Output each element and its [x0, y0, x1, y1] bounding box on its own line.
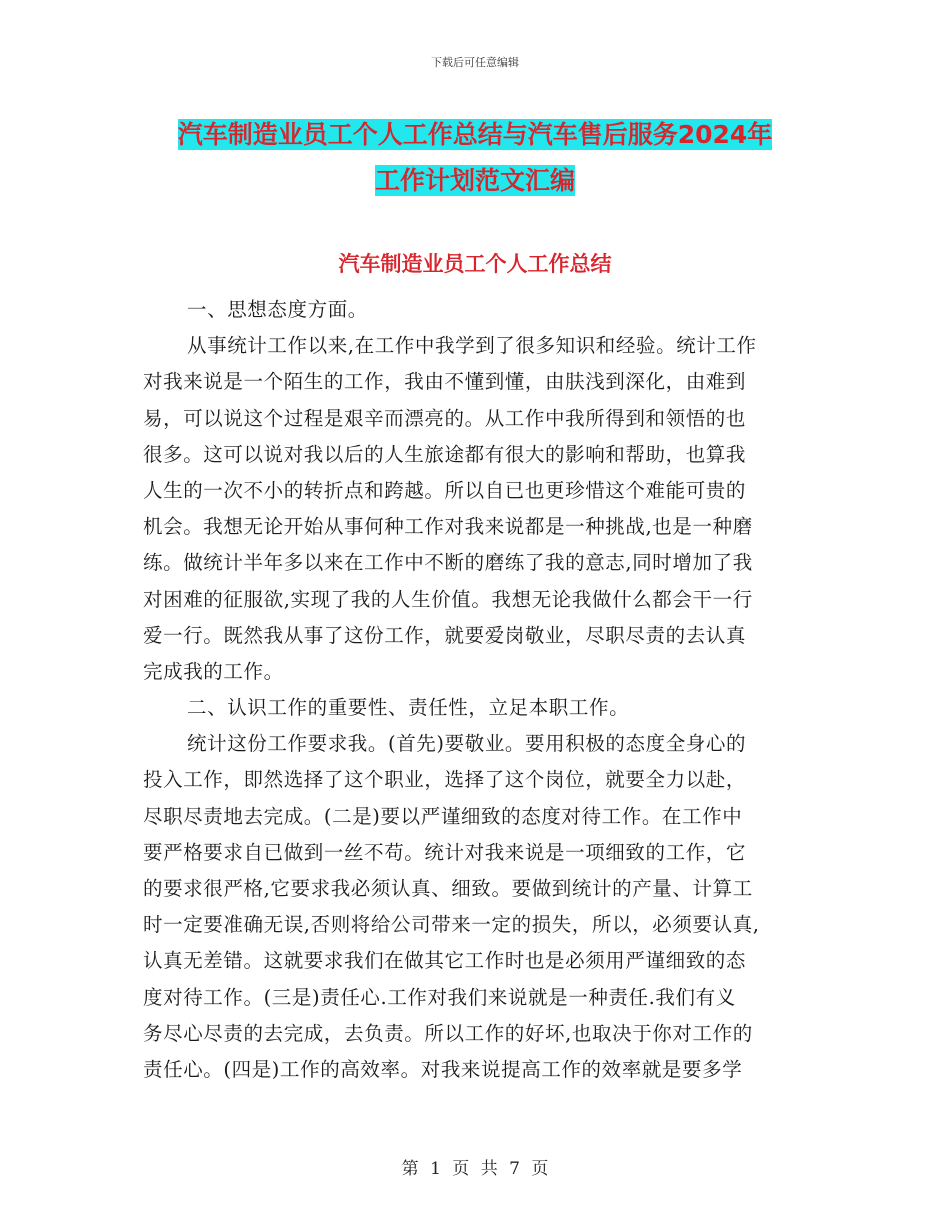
- paragraph-line: 爱一行。既然我从事了这份工作，就要爱岗敬业，尽职尽责的去认真: [143, 623, 747, 647]
- body-text: [143, 292, 807, 1088]
- paragraph-line: 务尽心尽责的去完成，去负责。所以工作的好坏,也取决于你对工作的: [143, 1021, 753, 1045]
- paragraph-line: 对困难的征服欲,实现了我的人生价值。我想无论我做什么都会干一行: [143, 587, 753, 611]
- paragraph-line: 易，可以说这个过程是艰辛而漂亮的。从工作中我所得到和领悟的也: [143, 406, 747, 430]
- paragraph-line: 时一定要准确无误,否则将给公司带来一定的损失，所以，必须要认真,: [143, 913, 760, 937]
- paragraph-line: 人生的一次不小的转折点和跨越。所以自已也更珍惜这个难能可贵的: [143, 478, 747, 502]
- paragraph-line: 度对待工作。(三是)责任心.工作对我们来说就是一种责任.我们有义: [143, 985, 736, 1009]
- section-title: 汽车制造业员工个人工作总结: [338, 252, 612, 276]
- document-title-line-2: 工作计划范文汇编: [374, 166, 575, 195]
- paragraph-line: 要严格要求自已做到一丝不苟。统计对我来说是一项细致的工作，它: [143, 840, 747, 864]
- paragraph-line: 完成我的工作。: [143, 659, 284, 683]
- header-note: 下载后可任意编辑: [431, 56, 519, 69]
- page-number-footer: 第 1 页 共 7 页: [401, 1159, 549, 1179]
- heading-thinking-attitude: 一、思想态度方面。: [187, 298, 368, 321]
- paragraph-line: 练。做统计半年多以来在工作中不断的磨练了我的意志,同时增加了我: [143, 551, 753, 575]
- paragraph-line: 从事统计工作以来,在工作中我学到了很多知识和经验。统计工作: [187, 334, 757, 358]
- paragraph-line: 很多。这可以说对我以后的人生旅途都有很大的影响和帮助，也算我: [143, 442, 747, 466]
- paragraph-line: 统计这份工作要求我。(首先)要敬业。要用积极的态度全身心的: [187, 732, 747, 756]
- paragraph-line: 认真无差错。这就要求我们在做其它工作时也是必须用严谨细致的态: [143, 949, 747, 973]
- paragraph-line: 对我来说是一个陌生的工作，我由不懂到懂，由肤浅到深化，由难到: [143, 370, 747, 394]
- paragraph-line: 投入工作，即然选择了这个职业，选择了这个岗位，就要全力以赴，: [143, 768, 747, 792]
- document-title-line-1: 汽车制造业员工个人工作总结与汽车售后服务2024年: [177, 120, 773, 149]
- paragraph-line: 尽职尽责地去完成。(二是)要以严谨细致的态度对待工作。在工作中: [143, 804, 743, 828]
- document-title: [150, 112, 800, 204]
- paragraph-line: 责任心。(四是)工作的高效率。对我来说提高工作的效率就是要多学: [143, 1057, 743, 1081]
- paragraph-line: 机会。我想无论开始从事何种工作对我来说都是一种挑战,也是一种磨: [143, 515, 753, 539]
- heading-responsibility: 二、认识工作的重要性、责任性，立足本职工作。: [187, 696, 630, 720]
- paragraph-line: 的要求很严格,它要求我必须认真、细致。要做到统计的产量、计算工: [143, 877, 753, 900]
